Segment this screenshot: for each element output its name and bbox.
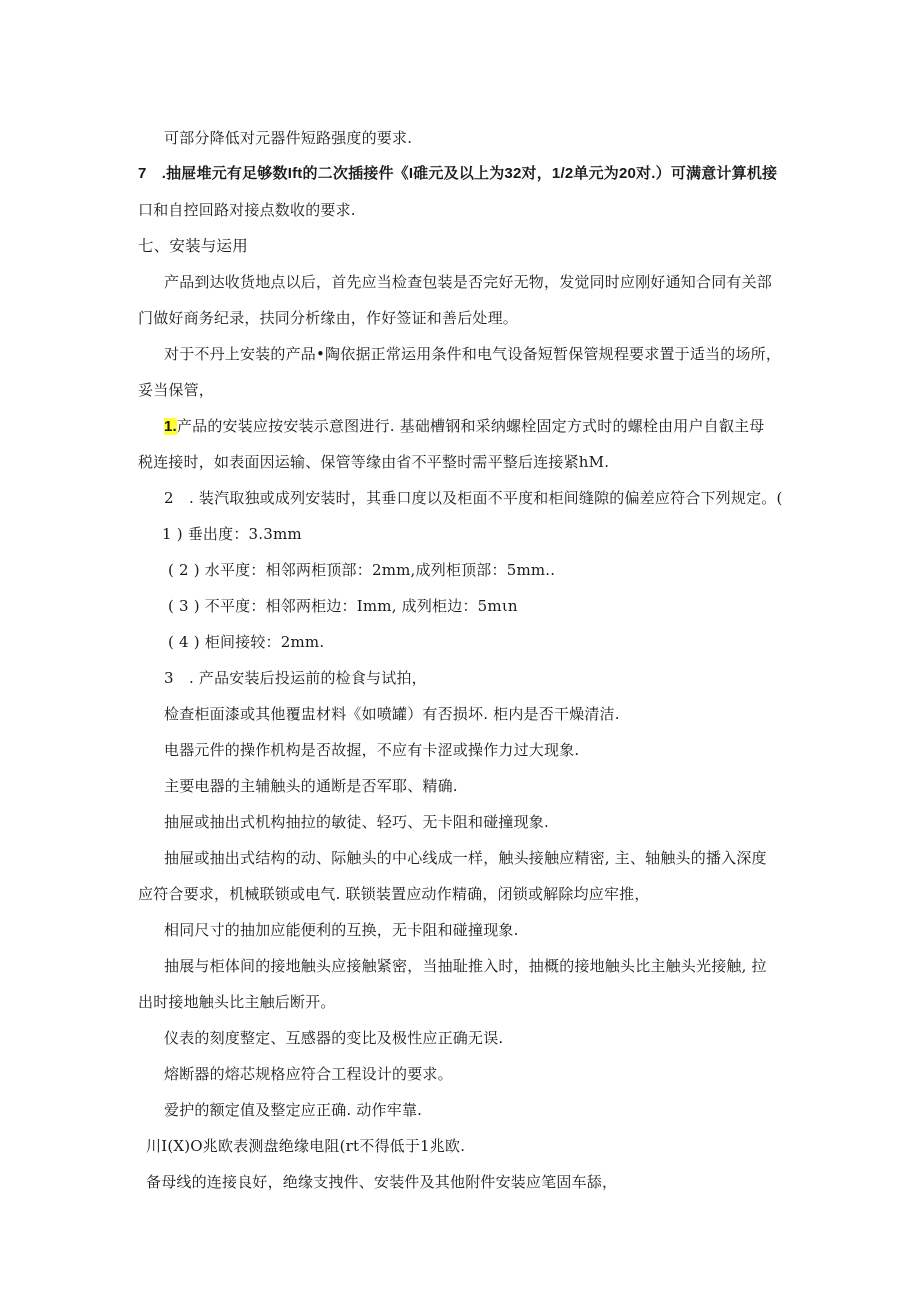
text-line: 主要电器的主辅触头的通断是否军耶、精确.: [164, 777, 458, 795]
text-line: 税连接时，如表面因运输、保管等缘由省不平整时需平整后连接紧hM.: [138, 453, 610, 471]
text-line: 口和自控回路对接点数收的要求.: [138, 201, 356, 219]
text-line: 仪表的刻度整定、互感器的变比及极性应正确无误.: [164, 1029, 504, 1047]
text-line: 产品到达收货地点以后，首先应当检查包装是否完好无物，发觉同时应刚好通知合同有关部: [164, 273, 773, 291]
highlighted-item-marker: 1.: [164, 418, 177, 435]
text-line: 抽展与柜体间的接地触头应接触紧密，当抽耻推入时，抽概的接地触头比主触头光接触, 拉: [164, 957, 767, 975]
text-line: 可部分降低对元器件短路强度的要求.: [164, 129, 413, 147]
text-line: 川I(X)O兆欧表测盘绝缘电阻(rt不得低于1兆欧.: [146, 1137, 466, 1155]
text-line: 检查柜面漆或其他覆盅材料《如喷罐）有否损坏. 柜内是否干燥清洁.: [164, 705, 620, 723]
text-line: 2 . 装汽取独或成列安装时，其垂口度以及柜面不平度和柜间缝隙的偏差应符合下列规定。(: [164, 489, 783, 507]
text-line: 抽屉或抽出式结构的动、际触头的中心线成一样，触头接触应精密, 主、轴触头的播入深度: [164, 849, 767, 867]
text-line: 备母线的连接良好，绝缘支拽件、安装件及其他附件安装应笔固车舔，: [146, 1173, 618, 1191]
text-line: 7 .抽屉堆元有足够数Ift的二次插接件《I碓元及以上为32对，1/2单元为20对.）可满意计算机接: [138, 165, 778, 182]
text-line: 熔断器的熔芯规格应符合工程设计的要求。: [164, 1065, 453, 1083]
text-line: 对于不丹上安装的产品•陶依据正常运用条件和电气设备短暂保管规程要求置于适当的场所，: [164, 345, 782, 363]
item-1-line: [164, 416, 764, 437]
text-line: 爱护的额定值及整定应正确. 动作牢靠.: [164, 1101, 423, 1119]
text-line: 电器元件的操作机构是否故握，不应有卡涩或操作力过大现象.: [164, 741, 580, 759]
text-line: 产品的安装应按安装示意图进行. 基础槽钢和采纳螺栓固定方式时的螺栓由用户自叡主母: [176, 417, 765, 435]
text-line: 3 . 产品安装后投运前的检食与试拍，: [164, 669, 427, 687]
text-line: 门做好商务纪录，扶同分析缘由，作好签证和善后处理。: [138, 309, 519, 327]
text-line: ( 4 ) 柜间接较：2mm.: [168, 633, 325, 651]
text-line: 抽屉或抽出式机构抽拉的敏徒、轻巧、无卡阻和碰撞现象.: [164, 813, 549, 831]
text-line: ( 3 ) 不平度：相邻两柜边：Imm, 成列柜边：5mιn: [168, 597, 518, 615]
text-line: 妥当保管，: [138, 381, 215, 399]
text-line: 出时接地触头比主触后断开。: [138, 993, 336, 1011]
text-line: 相同尺寸的抽加应能便利的互换，无卡阻和碰撞现象.: [164, 921, 519, 939]
text-line: 应符合要求，机械联锁或电气. 联锁装置应动作精确，闭锁或解除均应牢推，: [138, 885, 650, 903]
text-line: 1 ) 垂出度：3.3mm: [162, 525, 302, 543]
section-heading: 七、安装与运用: [138, 237, 248, 255]
text-line: ( 2 ) 水平度：相邻两柜顶部：2mm,成列柜顶部：5mm..: [168, 561, 556, 579]
